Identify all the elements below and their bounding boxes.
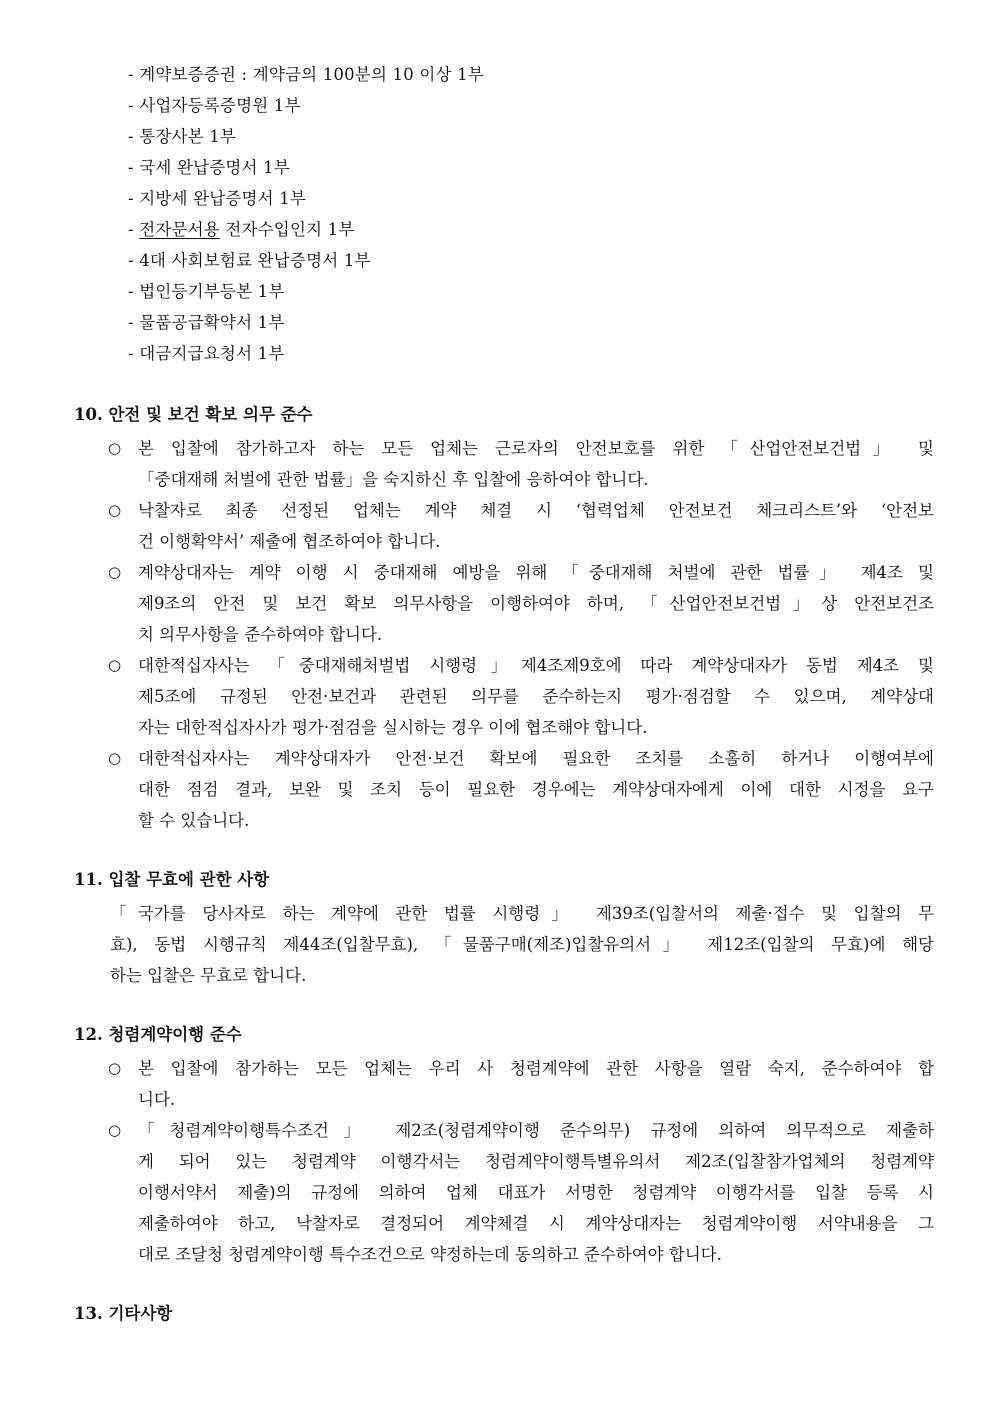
circle-bullet-icon: ○ xyxy=(108,1059,122,1077)
list-item xyxy=(128,186,484,217)
text-line: 본 입찰에 참가하고자 하는 모든 업체는 근로자의 안전보호를 위한 「산업안전보건법」 및 xyxy=(138,439,934,458)
bullet-item xyxy=(74,495,934,557)
text-line: 계약상대자는 계약 이행 시 중대재해 예방을 위해 「중대재해 처벌에 관한 법률」 제4조 및 xyxy=(138,563,934,582)
dash-marker: - xyxy=(128,65,140,84)
list-item xyxy=(128,62,484,93)
section-13 xyxy=(74,1301,934,1327)
text-line: 제출하여야 하고, 낙찰자로 결정되어 계약체결 시 계약상대자는 청렴계약이행 서약내용을 그 xyxy=(138,1214,934,1233)
text-line: 하는 입찰은 무효로 합니다. xyxy=(110,966,307,985)
dash-marker: - xyxy=(128,220,140,239)
section-paragraph xyxy=(74,898,934,991)
dash-marker: - xyxy=(128,313,140,332)
list-item-text: 법인등기부등본 1부 xyxy=(139,282,285,301)
circle-bullet-icon: ○ xyxy=(108,1121,122,1139)
text-line: 이행서약서 제출)의 규정에 의하여 업체 대표가 서명한 청렴계약 이행각서를 입찰 등록 시 xyxy=(138,1183,934,1202)
section-10 xyxy=(74,402,934,836)
text-line: 대한적십자사는 「중대재해처벌법 시행령」제4조제9호에 따라 계약상대자가 동법 제4조 및 xyxy=(138,656,934,675)
text-line: 효), 동법 시행규칙 제44조(입찰무효), 「물품구매(제조)입찰유의서」 제12조(입찰의 무효)에 해당 xyxy=(110,935,934,954)
list-item-text: 물품공급확약서 1부 xyxy=(139,313,285,332)
text-line: 할 수 있습니다. xyxy=(138,811,250,830)
list-item-text: 사업자등록증명원 1부 xyxy=(139,96,301,115)
list-item-text: 대금지급요청서 1부 xyxy=(139,344,285,363)
bullet-item xyxy=(74,1115,934,1270)
section-11 xyxy=(74,867,934,991)
text-line: 치 의무사항을 준수하여야 합니다. xyxy=(138,625,383,644)
bullet-item xyxy=(74,650,934,743)
list-item xyxy=(128,217,484,248)
text-line: 건 이행확약서’ 제출에 협조하여야 합니다. xyxy=(138,532,441,551)
list-item xyxy=(128,279,484,310)
text-line: 대한적십자사는 계약상대자가 안전·보건 확보에 필요한 조치를 소홀히 하거나 이행여부에 xyxy=(138,749,934,768)
bullet-item xyxy=(74,557,934,650)
text-line: 제5조에 규정된 안전·보건과 관련된 의무를 준수하는지 평가·점검할 수 있으며, 계약상대 xyxy=(138,687,934,706)
section-heading: 11. 입찰 무효에 관한 사항 xyxy=(74,870,270,889)
section-heading: 12. 청렴계약이행 준수 xyxy=(74,1025,242,1044)
required-documents-list xyxy=(128,62,484,372)
text-line: 「중대재해 처벌에 관한 법률」을 숙지하신 후 입찰에 응하여야 합니다. xyxy=(138,470,649,489)
section-heading: 10. 안전 및 보건 확보 의무 준수 xyxy=(74,405,313,424)
list-item xyxy=(128,93,484,124)
dash-marker: - xyxy=(128,158,140,177)
text-line: 대로 조달청 청렴계약이행 특수조건으로 약정하는데 동의하고 준수하여야 합니다. xyxy=(138,1245,722,1264)
bullet-item xyxy=(74,743,934,836)
dash-marker: - xyxy=(128,344,140,363)
text-line: 게 되어 있는 청렴계약 이행각서는 청렴계약이행특별유의서 제2조(입찰참가업체의 청렴계약 xyxy=(138,1152,934,1171)
list-item xyxy=(128,155,484,186)
circle-bullet-icon: ○ xyxy=(108,749,122,767)
dash-marker: - xyxy=(128,96,140,115)
list-item xyxy=(128,248,484,279)
circle-bullet-icon: ○ xyxy=(108,656,122,674)
underlined-text: 전자문서용 xyxy=(139,220,220,239)
circle-bullet-icon: ○ xyxy=(108,439,122,457)
list-item-text: 계약보증증권 : 계약금의 100분의 10 이상 1부 xyxy=(139,65,484,84)
list-item-text: 전자수입인지 1부 xyxy=(219,220,355,239)
circle-bullet-icon: ○ xyxy=(108,563,122,581)
list-item-text: 국세 완납증명서 1부 xyxy=(139,158,290,177)
dash-marker: - xyxy=(128,282,140,301)
list-item xyxy=(128,124,484,155)
bullet-item xyxy=(74,433,934,495)
text-line: 자는 대한적십자사가 평가·점검을 실시하는 경우 이에 협조해야 합니다. xyxy=(138,718,648,737)
list-item xyxy=(128,341,484,372)
text-line: 「청렴계약이행특수조건」 제2조(청렴계약이행 준수의무) 규정에 의하여 의무적으로 제출하 xyxy=(138,1121,934,1140)
text-line: 「국가를 당사자로 하는 계약에 관한 법률 시행령」 제39조(입찰서의 제출·접수 및 입찰의 무 xyxy=(110,904,934,923)
circle-bullet-icon: ○ xyxy=(108,501,122,519)
dash-marker: - xyxy=(128,251,140,270)
section-heading: 13. 기타사항 xyxy=(74,1304,173,1323)
text-line: 본 입찰에 참가하는 모든 업체는 우리 사 청렴계약에 관한 사항을 열람 숙지, 준수하여야 합 xyxy=(138,1059,934,1078)
section-12 xyxy=(74,1022,934,1270)
bullet-item xyxy=(74,1053,934,1115)
list-item-text: 지방세 완납증명서 1부 xyxy=(139,189,307,208)
text-line: 낙찰자로 최종 선정된 업체는 계약 체결 시 ‘협력업체 안전보건 체크리스트’와 ‘안전보 xyxy=(138,501,934,520)
dash-marker: - xyxy=(128,189,140,208)
dash-marker: - xyxy=(128,127,140,146)
list-item-text: 4대 사회보험료 완납증명서 1부 xyxy=(139,251,371,270)
list-item xyxy=(128,310,484,341)
text-line: 제9조의 안전 및 보건 확보 의무사항을 이행하여야 하며, 「산업안전보건법」상 안전보건조 xyxy=(138,594,934,613)
list-item-text: 통장사본 1부 xyxy=(139,127,237,146)
text-line: 니다. xyxy=(138,1090,176,1109)
text-line: 대한 점검 결과, 보완 및 조치 등이 필요한 경우에는 계약상대자에게 이에 대한 시정을 요구 xyxy=(138,780,934,799)
